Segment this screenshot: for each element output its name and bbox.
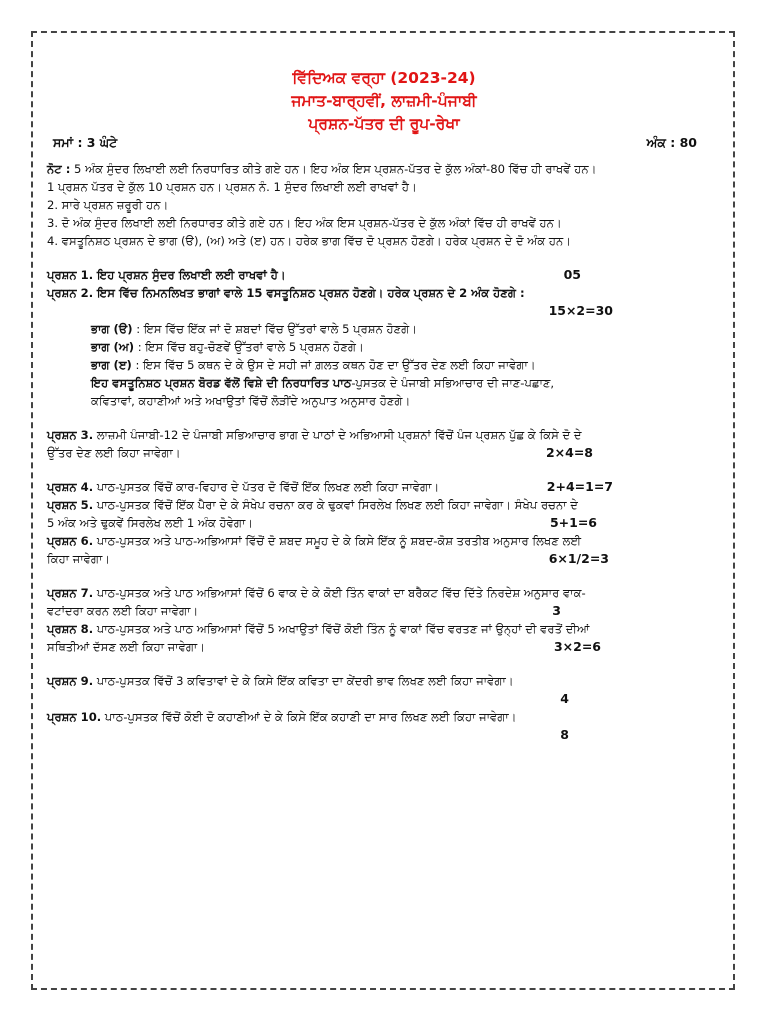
question-7-line1: ਪਾਠ-ਪੁਸਤਕ ਅਤੇ ਪਾਠ ਅਭਿਆਸਾਂ ਵਿੱਚੋਂ 6 ਵਾਕ ਦੇ ਕੇ ਕੋਈ ਤਿੰਨ ਵਾਕਾਂ ਦਾ ਬਰੈਕਟ ਵਿੱਚ ਦਿੱਤੇ ਨਿਰਦੇਸ਼ ਅਨੁਸਾਰ ਵਾਕ- [93, 586, 586, 600]
question-7-label: ਪ੍ਰਸ਼ਨ 7. [47, 586, 94, 600]
part-a [47, 320, 721, 338]
question-8-line2-row [47, 638, 721, 656]
question-5-label: ਪ੍ਰਸ਼ਨ 5. [47, 498, 94, 512]
part-b-text: : ਇਸ ਵਿੱਚ ਬਹੁ-ਚੋਣਵੇਂ ਉੱਤਰਾਂ ਵਾਲੇ 5 ਪ੍ਰਸ਼ਨ ਹੋਣਗੇ। [134, 340, 364, 354]
note-label: ਨੋਟ : [47, 162, 71, 176]
question-9-label: ਪ੍ਰਸ਼ਨ 9. [47, 674, 94, 688]
question-3-line2: ਉੱਤਰ ਦੇਣ ਲਈ ਕਿਹਾ ਜਾਵੇਗਾ। [47, 446, 181, 460]
question-4-marks: 2+4=1=7 [546, 479, 613, 494]
question-3-line2-row [47, 444, 721, 462]
question-8-line2: ਸਥਿਤੀਆਂ ਦੱਸਣ ਲਈ ਕਿਹਾ ਜਾਵੇਗਾ। [47, 640, 206, 654]
time-marks-line [47, 134, 721, 152]
part-c [47, 356, 721, 374]
question-1-marks: 05 [563, 267, 581, 282]
note-item-1: 1 ਪ੍ਰਸ਼ਨ ਪੱਤਰ ਦੇ ਕੁੱਲ 10 ਪ੍ਰਸ਼ਨ ਹਨ। ਪ੍ਰਸ਼ਨ ਨੰ. 1 ਸੁੰਦਰ ਲਿਖਾਈ ਲਈ ਰਾਖਵਾਂ ਹੈ। [47, 180, 417, 194]
question-8-marks: 3×2=6 [553, 639, 601, 654]
header-session: ਵਿੱਦਿਅਕ ਵਰ੍ਹਾ (2023-24) [292, 69, 476, 87]
note-text: 5 ਅੰਕ ਸੁੰਦਰ ਲਿਖਾਈ ਲਈ ਨਿਰਧਾਰਿਤ ਕੀਤੇ ਗਏ ਹਨ। ਇਹ ਅੰਕ ਇਸ ਪ੍ਰਸ਼ਨ-ਪੱਤਰ ਦੇ ਕੁੱਲ ਅੰਕਾਂ-80 ਵਿੱਚ ਹੀ ਰਾਖਵੇਂ ਹਨ। [74, 162, 597, 176]
question-7-line2-row [47, 602, 721, 620]
question-6-line1: ਪਾਠ-ਪੁਸਤਕ ਅਤੇ ਪਾਠ-ਅਭਿਆਸਾਂ ਵਿੱਚੋਂ ਦੋ ਸ਼ਬਦ ਸਮੂਹ ਦੇ ਕੇ ਕਿਸੇ ਇੱਕ ਨੂੰ ਸ਼ਬਦ-ਕੋਸ਼ ਤਰਤੀਬ ਅਨੁਸਾਰ ਲਿਖਣ ਲਈ [93, 534, 582, 548]
question-8-label: ਪ੍ਰਸ਼ਨ 8. [47, 622, 94, 636]
question-6-line2-row [47, 550, 721, 568]
question-2-footer-line2: ਕਵਿਤਾਵਾਂ, ਕਹਾਣੀਆਂ ਅਤੇ ਅਖਾਉਤਾਂ ਵਿੱਚੋਂ ਲੋੜੀਂਦੇ ਅਨੁਪਾਤ ਅਨੁਸਾਰ ਹੋਣਗੇ। [91, 394, 411, 408]
question-3-marks: 2×4=8 [545, 445, 593, 460]
question-2-footer-bold: ਇਹ ਵਸਤੂਨਿਸ਼ਠ ਪ੍ਰਸ਼ਨ ਬੋਰਡ ਵੱਲੋਂ ਵਿਸ਼ੇ ਦੀ ਨਿਰਧਾਰਿਤ ਪਾਠ [91, 376, 352, 390]
document-body [47, 67, 721, 744]
question-2-marks: 15×2=30 [548, 303, 613, 318]
question-6 [47, 532, 721, 550]
note-item-2: 2. ਸਾਰੇ ਪ੍ਰਸ਼ਨ ਜ਼ਰੂਰੀ ਹਨ। [47, 198, 169, 212]
question-5-line2-row [47, 514, 721, 532]
time-allowed: ਸਮਾਂ : 3 ਘੰਟੇ [53, 135, 118, 150]
question-8 [47, 620, 721, 638]
question-4 [47, 478, 721, 496]
question-10-label: ਪ੍ਰਸ਼ਨ 10. [47, 710, 102, 724]
question-8-line1: ਪਾਠ-ਪੁਸਤਕ ਅਤੇ ਪਾਠ ਅਭਿਆਸਾਂ ਵਿੱਚੋਂ 5 ਅਖਾਉਤਾਂ ਵਿੱਚੋਂ ਕੋਈ ਤਿੰਨ ਨੂੰ ਵਾਕਾਂ ਵਿੱਚ ਵਰਤਣ ਜਾਂ ਉਨ੍ਹਾਂ ਦੀ ਵਰਤੋਂ ਦੀਆਂ [93, 622, 590, 636]
part-b-label: ਭਾਗ (ਅ) [91, 340, 135, 354]
question-5-marks: 5+1=6 [549, 515, 597, 530]
question-9 [47, 672, 721, 690]
question-4-label: ਪ੍ਰਸ਼ਨ 4. [47, 480, 94, 494]
question-10 [47, 708, 721, 726]
question-9-text: ਪਾਠ-ਪੁਸਤਕ ਵਿੱਚੋਂ 3 ਕਵਿਤਾਵਾਂ ਦੇ ਕੇ ਕਿਸੇ ਇੱਕ ਕਵਿਤਾ ਦਾ ਕੇਂਦਰੀ ਭਾਵ ਲਿਖਣ ਲਈ ਕਿਹਾ ਜਾਵੇਗਾ। [93, 674, 514, 688]
question-3 [47, 426, 721, 444]
part-c-text: : ਇਸ ਵਿੱਚ 5 ਕਥਨ ਦੇ ਕੇ ਉਸ ਦੇ ਸਹੀ ਜਾਂ ਗ਼ਲਤ ਕਥਨ ਹੋਣ ਦਾ ਉੱਤਰ ਦੇਣ ਲਈ ਕਿਹਾ ਜਾਵੇਗਾ। [131, 358, 536, 372]
page-border [31, 31, 735, 990]
question-1 [47, 266, 721, 284]
question-1-text: ਪ੍ਰਸ਼ਨ 1. ਇਹ ਪ੍ਰਸ਼ਨ ਸੁੰਦਰ ਲਿਖਾਈ ਲਈ ਰਾਖਵਾਂ ਹੈ। [47, 268, 286, 282]
question-7-marks: 3 [552, 603, 561, 618]
part-b [47, 338, 721, 356]
note-paragraph [47, 160, 721, 178]
note-item-4: 4. ਵਸਤੂਨਿਸ਼ਠ ਪ੍ਰਸ਼ਨ ਦੇ ਭਾਗ (ੳ), (ਅ) ਅਤੇ (ੲ) ਹਨ। ਹਰੇਕ ਭਾਗ ਵਿੱਚ ਦੋ ਪ੍ਰਸ਼ਨ ਹੋਣਗੇ। ਹਰੇਕ ਪ੍ਰਸ਼ਨ ਦੇ ਦੋ ਅੰਕ ਹਨ। [47, 234, 572, 248]
question-5-line1: ਪਾਠ-ਪੁਸਤਕ ਵਿੱਚੋਂ ਇੱਕ ਪੈਰਾ ਦੇ ਕੇ ਸੰਖੇਪ ਰਚਨਾ ਕਰ ਕੇ ਢੁਕਵਾਂ ਸਿਰਲੇਖ ਲਿਖਣ ਲਈ ਕਿਹਾ ਜਾਵੇਗਾ। ਸੰਖੇਪ ਰਚਨਾ ਦੇ [93, 498, 578, 512]
question-6-marks: 6×1/2=3 [548, 551, 609, 566]
question-3-label: ਪ੍ਰਸ਼ਨ 3. [47, 428, 94, 442]
header-class-subject: ਜਮਾਤ-ਬਾਰ੍ਹਵੀਂ, ਲਾਜ਼ਮੀ-ਪੰਜਾਬੀ [291, 92, 477, 110]
question-7 [47, 584, 721, 602]
question-2-text: ਪ੍ਰਸ਼ਨ 2. ਇਸ ਵਿੱਚ ਨਿਮਨਲਿਖਤ ਭਾਗਾਂ ਵਾਲੇ 15 ਵਸਤੂਨਿਸ਼ਠ ਪ੍ਰਸ਼ਨ ਹੋਣਗੇ। ਹਰੇਕ ਪ੍ਰਸ਼ਨ ਦੇ 2 ਅੰਕ ਹੋਣਗੇ : [47, 286, 525, 300]
question-4-text: ਪਾਠ-ਪੁਸਤਕ ਵਿੱਚੋਂ ਕਾਰ-ਵਿਹਾਰ ਦੇ ਪੱਤਰ ਦੋ ਵਿੱਚੋਂ ਇੱਕ ਲਿਖਣ ਲਈ ਕਿਹਾ ਜਾਵੇਗਾ। [93, 480, 440, 494]
part-a-text: : ਇਸ ਵਿੱਚ ਇੱਕ ਜਾਂ ਦੋ ਸ਼ਬਦਾਂ ਵਿੱਚ ਉੱਤਰਾਂ ਵਾਲੇ 5 ਪ੍ਰਸ਼ਨ ਹੋਣਗੇ। [132, 322, 418, 336]
question-3-line1: ਲਾਜ਼ਮੀ ਪੰਜਾਬੀ-12 ਦੇ ਪੰਜਾਬੀ ਸਭਿਆਚਾਰ ਭਾਗ ਦੇ ਪਾਠਾਂ ਦੇ ਅਭਿਆਸੀ ਪ੍ਰਸ਼ਨਾਂ ਵਿੱਚੋਂ ਪੰਜ ਪ੍ਰਸ਼ਨ ਪੁੱਛ ਕੇ ਕਿਸੇ ਦੋ ਦੇ [93, 428, 582, 442]
question-10-text: ਪਾਠ-ਪੁਸਤਕ ਵਿੱਚੋਂ ਕੋਈ ਦੋ ਕਹਾਣੀਆਂ ਦੇ ਕੇ ਕਿਸੇ ਇੱਕ ਕਹਾਣੀ ਦਾ ਸਾਰ ਲਿਖਣ ਲਈ ਕਿਹਾ ਜਾਵੇਗਾ। [101, 710, 517, 724]
question-10-marks: 8 [560, 727, 569, 742]
question-2-footer-rest: -ਪੁਸਤਕ ਦੇ ਪੰਜਾਬੀ ਸਭਿਆਚਾਰ ਦੀ ਜਾਣ-ਪਛਾਣ, [351, 376, 555, 390]
part-a-label: ਭਾਗ (ੳ) [91, 322, 133, 336]
question-6-label: ਪ੍ਰਸ਼ਨ 6. [47, 534, 94, 548]
question-2-footer [47, 374, 721, 392]
question-6-line2: ਕਿਹਾ ਜਾਵੇਗਾ। [47, 552, 111, 566]
header-paper-outline: ਪ੍ਰਸ਼ਨ-ਪੱਤਰ ਦੀ ਰੂਪ-ਰੇਖਾ [308, 115, 460, 133]
part-c-label: ਭਾਗ (ੲ) [91, 358, 132, 372]
question-5-line2: 5 ਅੰਕ ਅਤੇ ਢੁਕਵੇਂ ਸਿਰਲੇਖ ਲਈ 1 ਅੰਕ ਹੋਵੇਗਾ। [47, 516, 254, 530]
question-9-marks: 4 [560, 691, 569, 706]
question-7-line2: ਵਟਾਂਦਰਾ ਕਰਨ ਲਈ ਕਿਹਾ ਜਾਵੇਗਾ। [47, 604, 199, 618]
note-item-3: 3. ਦੋ ਅੰਕ ਸੁੰਦਰ ਲਿਖਾਈ ਲਈ ਨਿਰਧਾਰਤ ਕੀਤੇ ਗਏ ਹਨ। ਇਹ ਅੰਕ ਇਸ ਪ੍ਰਸ਼ਨ-ਪੱਤਰ ਦੇ ਕੁੱਲ ਅੰਕਾਂ ਵਿੱਚ ਹੀ ਰਾਖਵੇਂ ਹਨ। [47, 216, 562, 230]
total-marks: ਅੰਕ : 80 [646, 135, 697, 150]
question-5 [47, 496, 721, 514]
